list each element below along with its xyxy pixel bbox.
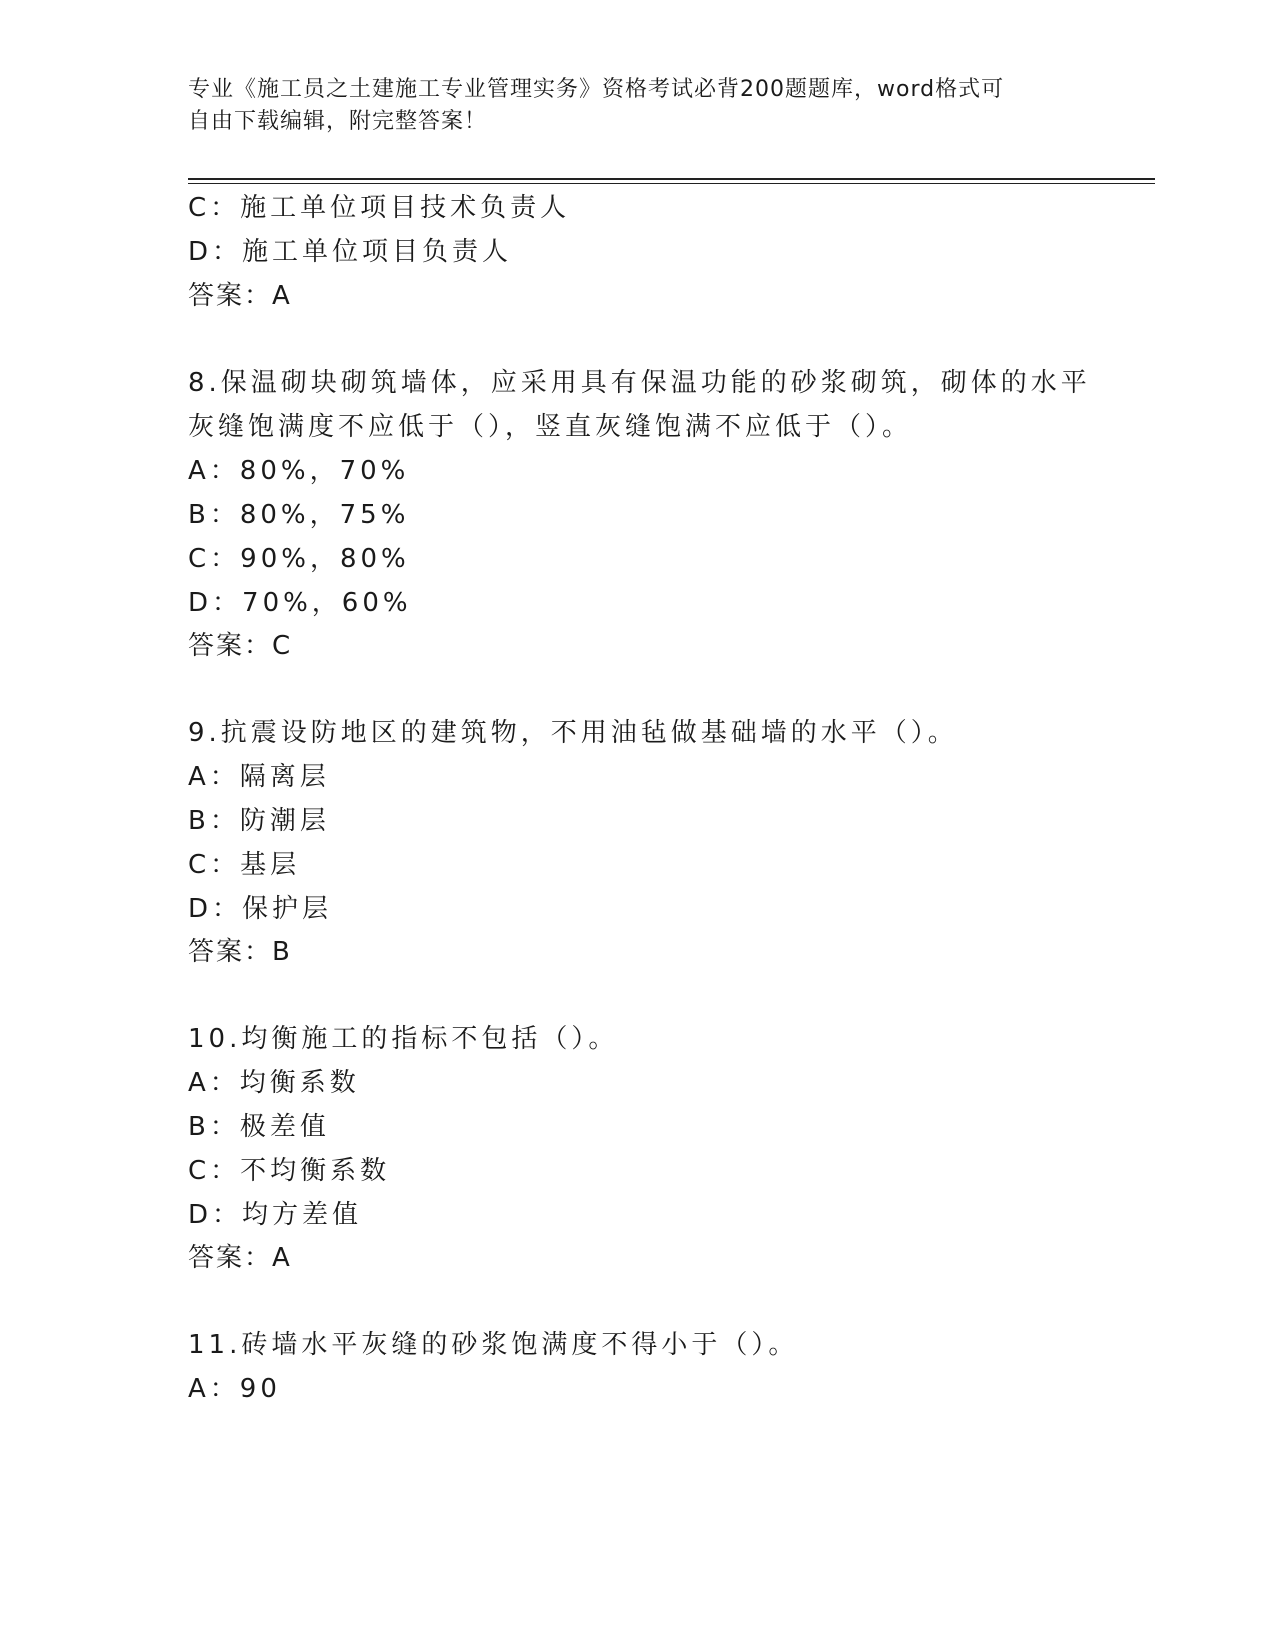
q8-option-d: D：70%，60% <box>188 588 412 618</box>
q7-option-d: D：施工单位项目负责人 <box>188 237 513 267</box>
q8-stem-line-1: 8.保温砌块砌筑墙体，应采用具有保温功能的砂浆砌筑，砌体的水平 <box>188 368 1091 398</box>
q8-answer: 答案：C <box>188 631 293 661</box>
q9-answer: 答案：B <box>188 937 292 967</box>
header-title-line-2: 自由下载编辑，附完整答案！ <box>188 109 488 134</box>
q9-option-a: A：隔离层 <box>188 762 330 792</box>
q11-option-a: A：90 <box>188 1374 281 1404</box>
q11-stem: 11.砖墙水平灰缝的砂浆饱满度不得小于（）。 <box>188 1330 799 1360</box>
q8-option-a: A：80%，70% <box>188 456 410 486</box>
header-divider-thick <box>188 178 1155 180</box>
header-title-line-1: 专业《施工员之土建施工专业管理实务》资格考试必背200题题库，word格式可 <box>188 77 1005 102</box>
q10-option-a: A：均衡系数 <box>188 1068 360 1098</box>
q10-answer: 答案：A <box>188 1243 292 1273</box>
q8-option-c: C：90%，80% <box>188 544 410 574</box>
q7-option-c: C：施工单位项目技术负责人 <box>188 193 571 223</box>
q9-option-b: B：防潮层 <box>188 806 330 836</box>
q8-option-b: B：80%，75% <box>188 500 410 530</box>
q10-option-b: B：极差值 <box>188 1112 330 1142</box>
header-divider-thin <box>188 183 1155 184</box>
q9-option-c: C：基层 <box>188 850 301 880</box>
q10-option-c: C：不均衡系数 <box>188 1156 391 1186</box>
q10-stem: 10.均衡施工的指标不包括（）。 <box>188 1024 619 1054</box>
q8-stem-line-2: 灰缝饱满度不应低于（），竖直灰缝饱满不应低于（）。 <box>188 412 913 442</box>
q7-answer: 答案：A <box>188 281 292 311</box>
q9-stem: 9.抗震设防地区的建筑物，不用油毡做基础墙的水平（）。 <box>188 718 958 748</box>
q9-option-d: D：保护层 <box>188 894 333 924</box>
q10-option-d: D：均方差值 <box>188 1200 363 1230</box>
document-header <box>188 74 1088 138</box>
